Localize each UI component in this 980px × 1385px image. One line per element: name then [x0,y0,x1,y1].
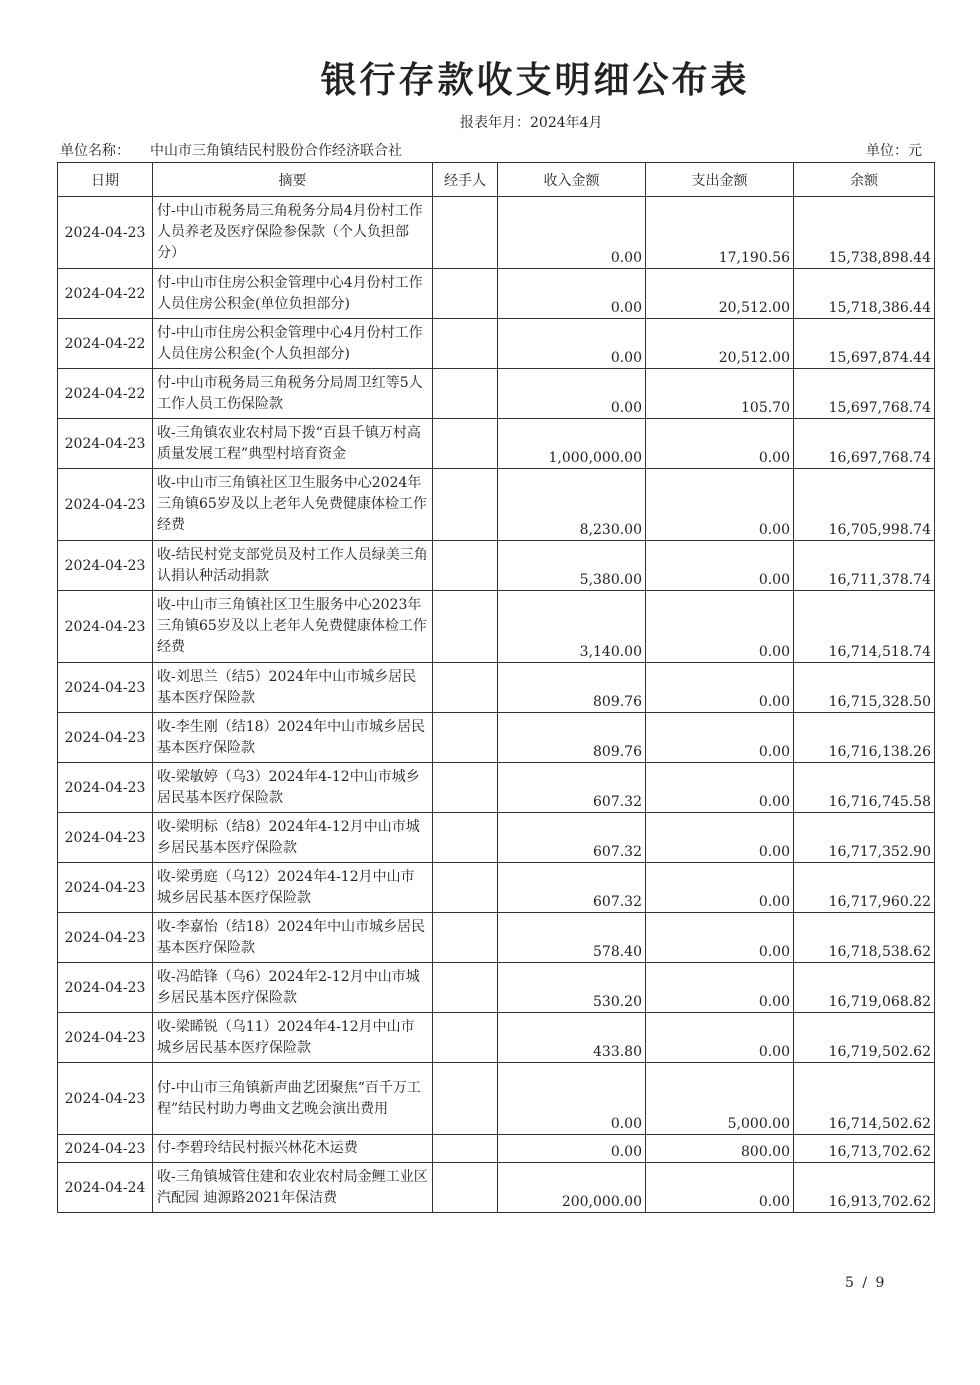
row-expense: 0.00 [646,419,794,469]
row-income: 0.00 [498,269,646,319]
row-handler [433,541,498,591]
table-header-row [58,163,935,197]
row-balance: 15,697,768.74 [794,369,935,419]
table-row [58,663,935,713]
currency-unit: 单位：元 [866,143,922,159]
row-income: 433.80 [498,1013,646,1063]
row-summary: 收-中山市三角镇社区卫生服务中心2024年三角镇65岁及以上老年人免费健康体检工作经费 [153,469,433,541]
table-row [58,1163,935,1213]
column-header-expense: 支出金额 [646,163,794,197]
column-header-summary: 摘要 [153,163,433,197]
row-balance: 16,717,960.22 [794,863,935,913]
row-handler [433,1135,498,1163]
row-summary: 收-李生刚（结18）2024年中山市城乡居民基本医疗保险款 [153,713,433,763]
row-income: 3,140.00 [498,591,646,663]
row-handler [433,269,498,319]
row-expense: 20,512.00 [646,319,794,369]
row-balance: 16,715,328.50 [794,663,935,713]
row-date: 2024-04-23 [58,197,153,269]
row-expense: 0.00 [646,813,794,863]
row-summary: 收-梁敏婷（乌3）2024年4-12中山市城乡居民基本医疗保险款 [153,763,433,813]
row-date: 2024-04-23 [58,763,153,813]
row-expense: 0.00 [646,469,794,541]
row-handler [433,763,498,813]
row-date: 2024-04-23 [58,913,153,963]
column-header-date: 日期 [58,163,153,197]
table-row [58,469,935,541]
row-income: 1,000,000.00 [498,419,646,469]
row-expense: 0.00 [646,863,794,913]
ledger-table [57,162,935,1213]
row-income: 200,000.00 [498,1163,646,1213]
row-date: 2024-04-23 [58,863,153,913]
row-handler [433,369,498,419]
row-expense: 800.00 [646,1135,794,1163]
row-date: 2024-04-23 [58,591,153,663]
row-date: 2024-04-22 [58,369,153,419]
table-row [58,1013,935,1063]
row-expense: 0.00 [646,913,794,963]
row-expense: 0.00 [646,713,794,763]
row-handler [433,713,498,763]
row-expense: 20,512.00 [646,269,794,319]
row-date: 2024-04-24 [58,1163,153,1213]
row-handler [433,663,498,713]
row-expense: 0.00 [646,1013,794,1063]
row-balance: 15,738,898.44 [794,197,935,269]
row-balance: 16,714,502.62 [794,1063,935,1135]
row-date: 2024-04-23 [58,541,153,591]
row-date: 2024-04-23 [58,1013,153,1063]
row-summary: 收-中山市三角镇社区卫生服务中心2023年三角镇65岁及以上老年人免费健康体检工作经费 [153,591,433,663]
row-income: 8,230.00 [498,469,646,541]
table-row [58,863,935,913]
table-row [58,1135,935,1163]
row-income: 0.00 [498,197,646,269]
row-summary: 付-李碧玲结民村振兴林花木运费 [153,1135,433,1163]
row-handler [433,469,498,541]
row-balance: 16,913,702.62 [794,1163,935,1213]
row-balance: 16,719,068.82 [794,963,935,1013]
table-row [58,591,935,663]
row-expense: 5,000.00 [646,1063,794,1135]
row-date: 2024-04-23 [58,469,153,541]
ledger-body [58,197,935,1213]
row-balance: 16,716,138.26 [794,713,935,763]
row-summary: 收-梁明标（结8）2024年4-12月中山市城乡居民基本医疗保险款 [153,813,433,863]
row-balance: 16,714,518.74 [794,591,935,663]
row-income: 0.00 [498,369,646,419]
report-period: 报表年月：2024年4月 [460,115,603,131]
page-indicator: 5 / 9 [845,1275,887,1291]
row-summary: 收-梁勇庭（乌12）2024年4-12月中山市城乡居民基本医疗保险款 [153,863,433,913]
row-balance: 16,717,352.90 [794,813,935,863]
row-summary: 付-中山市住房公积金管理中心4月份村工作人员住房公积金(单位负担部分) [153,269,433,319]
page-title: 银行存款收支明细公布表 [320,60,750,101]
row-expense: 0.00 [646,1163,794,1213]
row-balance: 16,697,768.74 [794,419,935,469]
row-expense: 0.00 [646,663,794,713]
row-balance: 16,713,702.62 [794,1135,935,1163]
row-summary: 收-三角镇城管住建和农业农村局金鲤工业区汽配园 迪源路2021年保洁费 [153,1163,433,1213]
row-income: 0.00 [498,1063,646,1135]
row-date: 2024-04-22 [58,269,153,319]
row-handler [433,197,498,269]
row-income: 809.76 [498,663,646,713]
column-header-income: 收入金额 [498,163,646,197]
row-handler [433,419,498,469]
unit-name-line [60,140,402,160]
row-income: 607.32 [498,863,646,913]
row-summary: 付-中山市税务局三角税务分局4月份村工作人员养老及医疗保险参保款（个人负担部分） [153,197,433,269]
row-handler [433,1063,498,1135]
table-row [58,369,935,419]
row-summary: 收-结民村党支部党员及村工作人员绿美三角认捐认种活动捐款 [153,541,433,591]
row-balance: 16,705,998.74 [794,469,935,541]
row-expense: 17,190.56 [646,197,794,269]
table-row [58,269,935,319]
row-date: 2024-04-22 [58,319,153,369]
table-row [58,963,935,1013]
table-row [58,197,935,269]
row-handler [433,319,498,369]
row-handler [433,813,498,863]
row-income: 607.32 [498,763,646,813]
unit-name-value: 中山市三角镇结民村股份合作经济联合社 [150,143,402,159]
row-date: 2024-04-23 [58,1063,153,1135]
row-date: 2024-04-23 [58,713,153,763]
row-expense: 0.00 [646,591,794,663]
row-date: 2024-04-23 [58,963,153,1013]
row-handler [433,963,498,1013]
row-date: 2024-04-23 [58,1135,153,1163]
row-summary: 收-梁睎锐（乌11）2024年4-12月中山市城乡居民基本医疗保险款 [153,1013,433,1063]
row-income: 809.76 [498,713,646,763]
row-date: 2024-04-23 [58,813,153,863]
unit-name-label: 单位名称： [60,143,130,159]
row-expense: 0.00 [646,963,794,1013]
table-row [58,763,935,813]
table-row [58,813,935,863]
row-date: 2024-04-23 [58,663,153,713]
table-row [58,913,935,963]
row-income: 5,380.00 [498,541,646,591]
row-summary: 付-中山市三角镇新声曲艺团聚焦“百千万工程”结民村助力粤曲文艺晚会演出费用 [153,1063,433,1135]
row-balance: 16,711,378.74 [794,541,935,591]
table-row [58,419,935,469]
row-income: 0.00 [498,1135,646,1163]
table-row [58,319,935,369]
row-balance: 16,719,502.62 [794,1013,935,1063]
row-summary: 收-冯皓锋（乌6）2024年2-12月中山市城乡居民基本医疗保险款 [153,963,433,1013]
table-row [58,541,935,591]
table-row [58,713,935,763]
row-summary: 收-刘思兰（结5）2024年中山市城乡居民基本医疗保险款 [153,663,433,713]
table-row [58,1063,935,1135]
row-balance: 16,716,745.58 [794,763,935,813]
column-header-balance: 余额 [794,163,935,197]
row-summary: 付-中山市税务局三角税务分局周卫红等5人工作人员工伤保险款 [153,369,433,419]
column-header-handler: 经手人 [433,163,498,197]
row-summary: 收-三角镇农业农村局下拨“百县千镇万村高质量发展工程”典型村培育资金 [153,419,433,469]
row-balance: 16,718,538.62 [794,913,935,963]
row-balance: 15,718,386.44 [794,269,935,319]
row-income: 578.40 [498,913,646,963]
row-income: 0.00 [498,319,646,369]
row-handler [433,863,498,913]
row-handler [433,913,498,963]
row-summary: 收-李嘉怡（结18）2024年中山市城乡居民基本医疗保险款 [153,913,433,963]
row-expense: 0.00 [646,541,794,591]
row-handler [433,1163,498,1213]
row-balance: 15,697,874.44 [794,319,935,369]
row-handler [433,1013,498,1063]
row-expense: 0.00 [646,763,794,813]
row-date: 2024-04-23 [58,419,153,469]
row-summary: 付-中山市住房公积金管理中心4月份村工作人员住房公积金(个人负担部分) [153,319,433,369]
row-income: 607.32 [498,813,646,863]
row-income: 530.20 [498,963,646,1013]
row-handler [433,591,498,663]
row-expense: 105.70 [646,369,794,419]
